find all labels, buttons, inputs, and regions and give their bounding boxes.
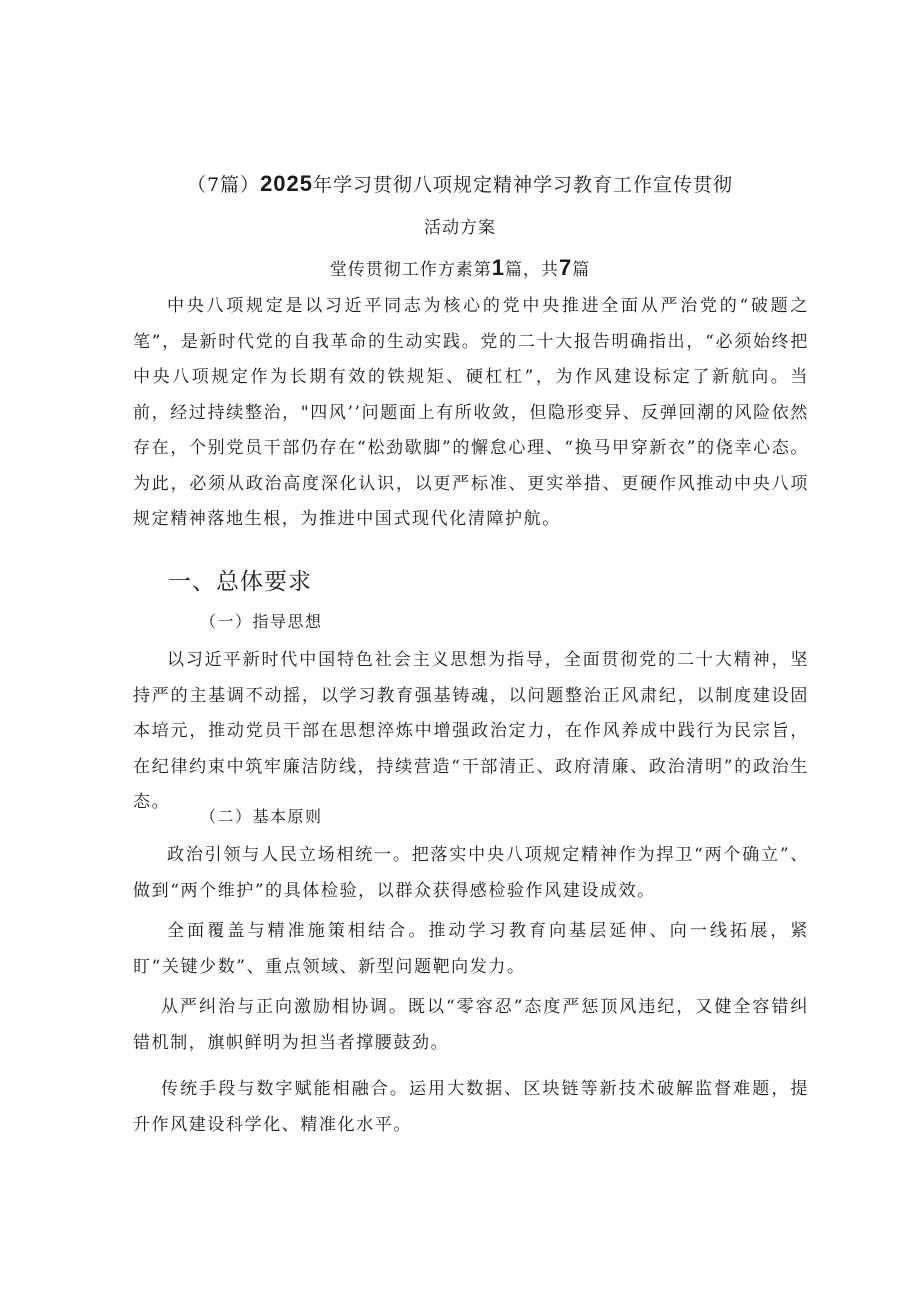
principle-1: 政治引领与人民立场相统一。把落实中央八项规定精神作为捍卫“两个确立”、做到“两个维护”的具体检验，以群众获得感检验作风建设成效。: [133, 845, 809, 901]
subtitle-num2: 7: [559, 255, 573, 280]
subtitle-num1: 1: [491, 255, 505, 280]
section1-heading: 一、总体要求: [168, 569, 312, 595]
title-main: 年学习贯彻八项规定精神学习教育工作宣传贯彻: [313, 174, 734, 196]
principle-3: 从严纠治与正向激励相协调。既以“零容忍”态度严惩顶风违纪，又健全容错纠错机制，旗帜鲜明为担当者撑腰鼓劲。: [133, 997, 809, 1053]
subtitle-post: 篇: [572, 260, 591, 280]
title-prefix: （7篇）: [186, 174, 261, 196]
sub1-paragraph: 以习近平新时代中国特色社会主义思想为指导，全面贯彻党的二十大精神，坚持严的主基调不动摇，以学习教育强基铸魂，以问题整治正风肃纪，以制度建设固本培元，推动党员干部在思想淬炼中增强政治定力，在作风养成中践行为民宗旨，在纪律约束中筑牢廉洁防线，持续营造“干部清正、政府清廉、政治清明”的政治生态。: [133, 650, 809, 812]
principle-2: 全面覆盖与精准施策相结合。推动学习教育向基层延伸、向一线拓展，紧盯“关键少数”、重点领域、新型问题靶向发力。: [133, 921, 809, 977]
document-title-line2: 活动方案: [424, 218, 496, 238]
subtitle-pre: 堂传贯彻工作方素第: [329, 260, 492, 280]
title-year: 2025: [260, 171, 314, 196]
document-subtitle: [0, 255, 920, 281]
subtitle-mid: 篇，共: [505, 260, 559, 280]
document-title-line1: [0, 170, 920, 197]
intro-paragraph: 中央八项规定是以习近平同志为核心的党中央推进全面从严治党的“破题之笔”，是新时代党的自我革命的生动实践。党的二十大报告明确指出，“必须始终把中央八项规定作为长期有效的铁规矩、硬杠杠”，为作风建设标定了新航向。当前，经过持续整治，"四风’’问题面上有所收敛，但隐形变异、反弹回潮的风险依然存在，个别党员干部仍存在“松劲歇脚”的懈怠心理、“换马甲穿新衣”的侥幸心态。为此，必须从政治高度深化认识，以更严标准、更实举措、更硬作风推动中央八项规定精神落地生根，为推进中国式现代化清障护航。: [133, 296, 809, 529]
principle-4: 传统手段与数字赋能相融合。运用大数据、区块链等新技术破解监督难题，提升作风建设科学化、精准化水平。: [133, 1079, 809, 1135]
sub2-heading: （二）基本原则: [200, 807, 323, 826]
sub1-heading: （一）指导思想: [200, 612, 323, 631]
